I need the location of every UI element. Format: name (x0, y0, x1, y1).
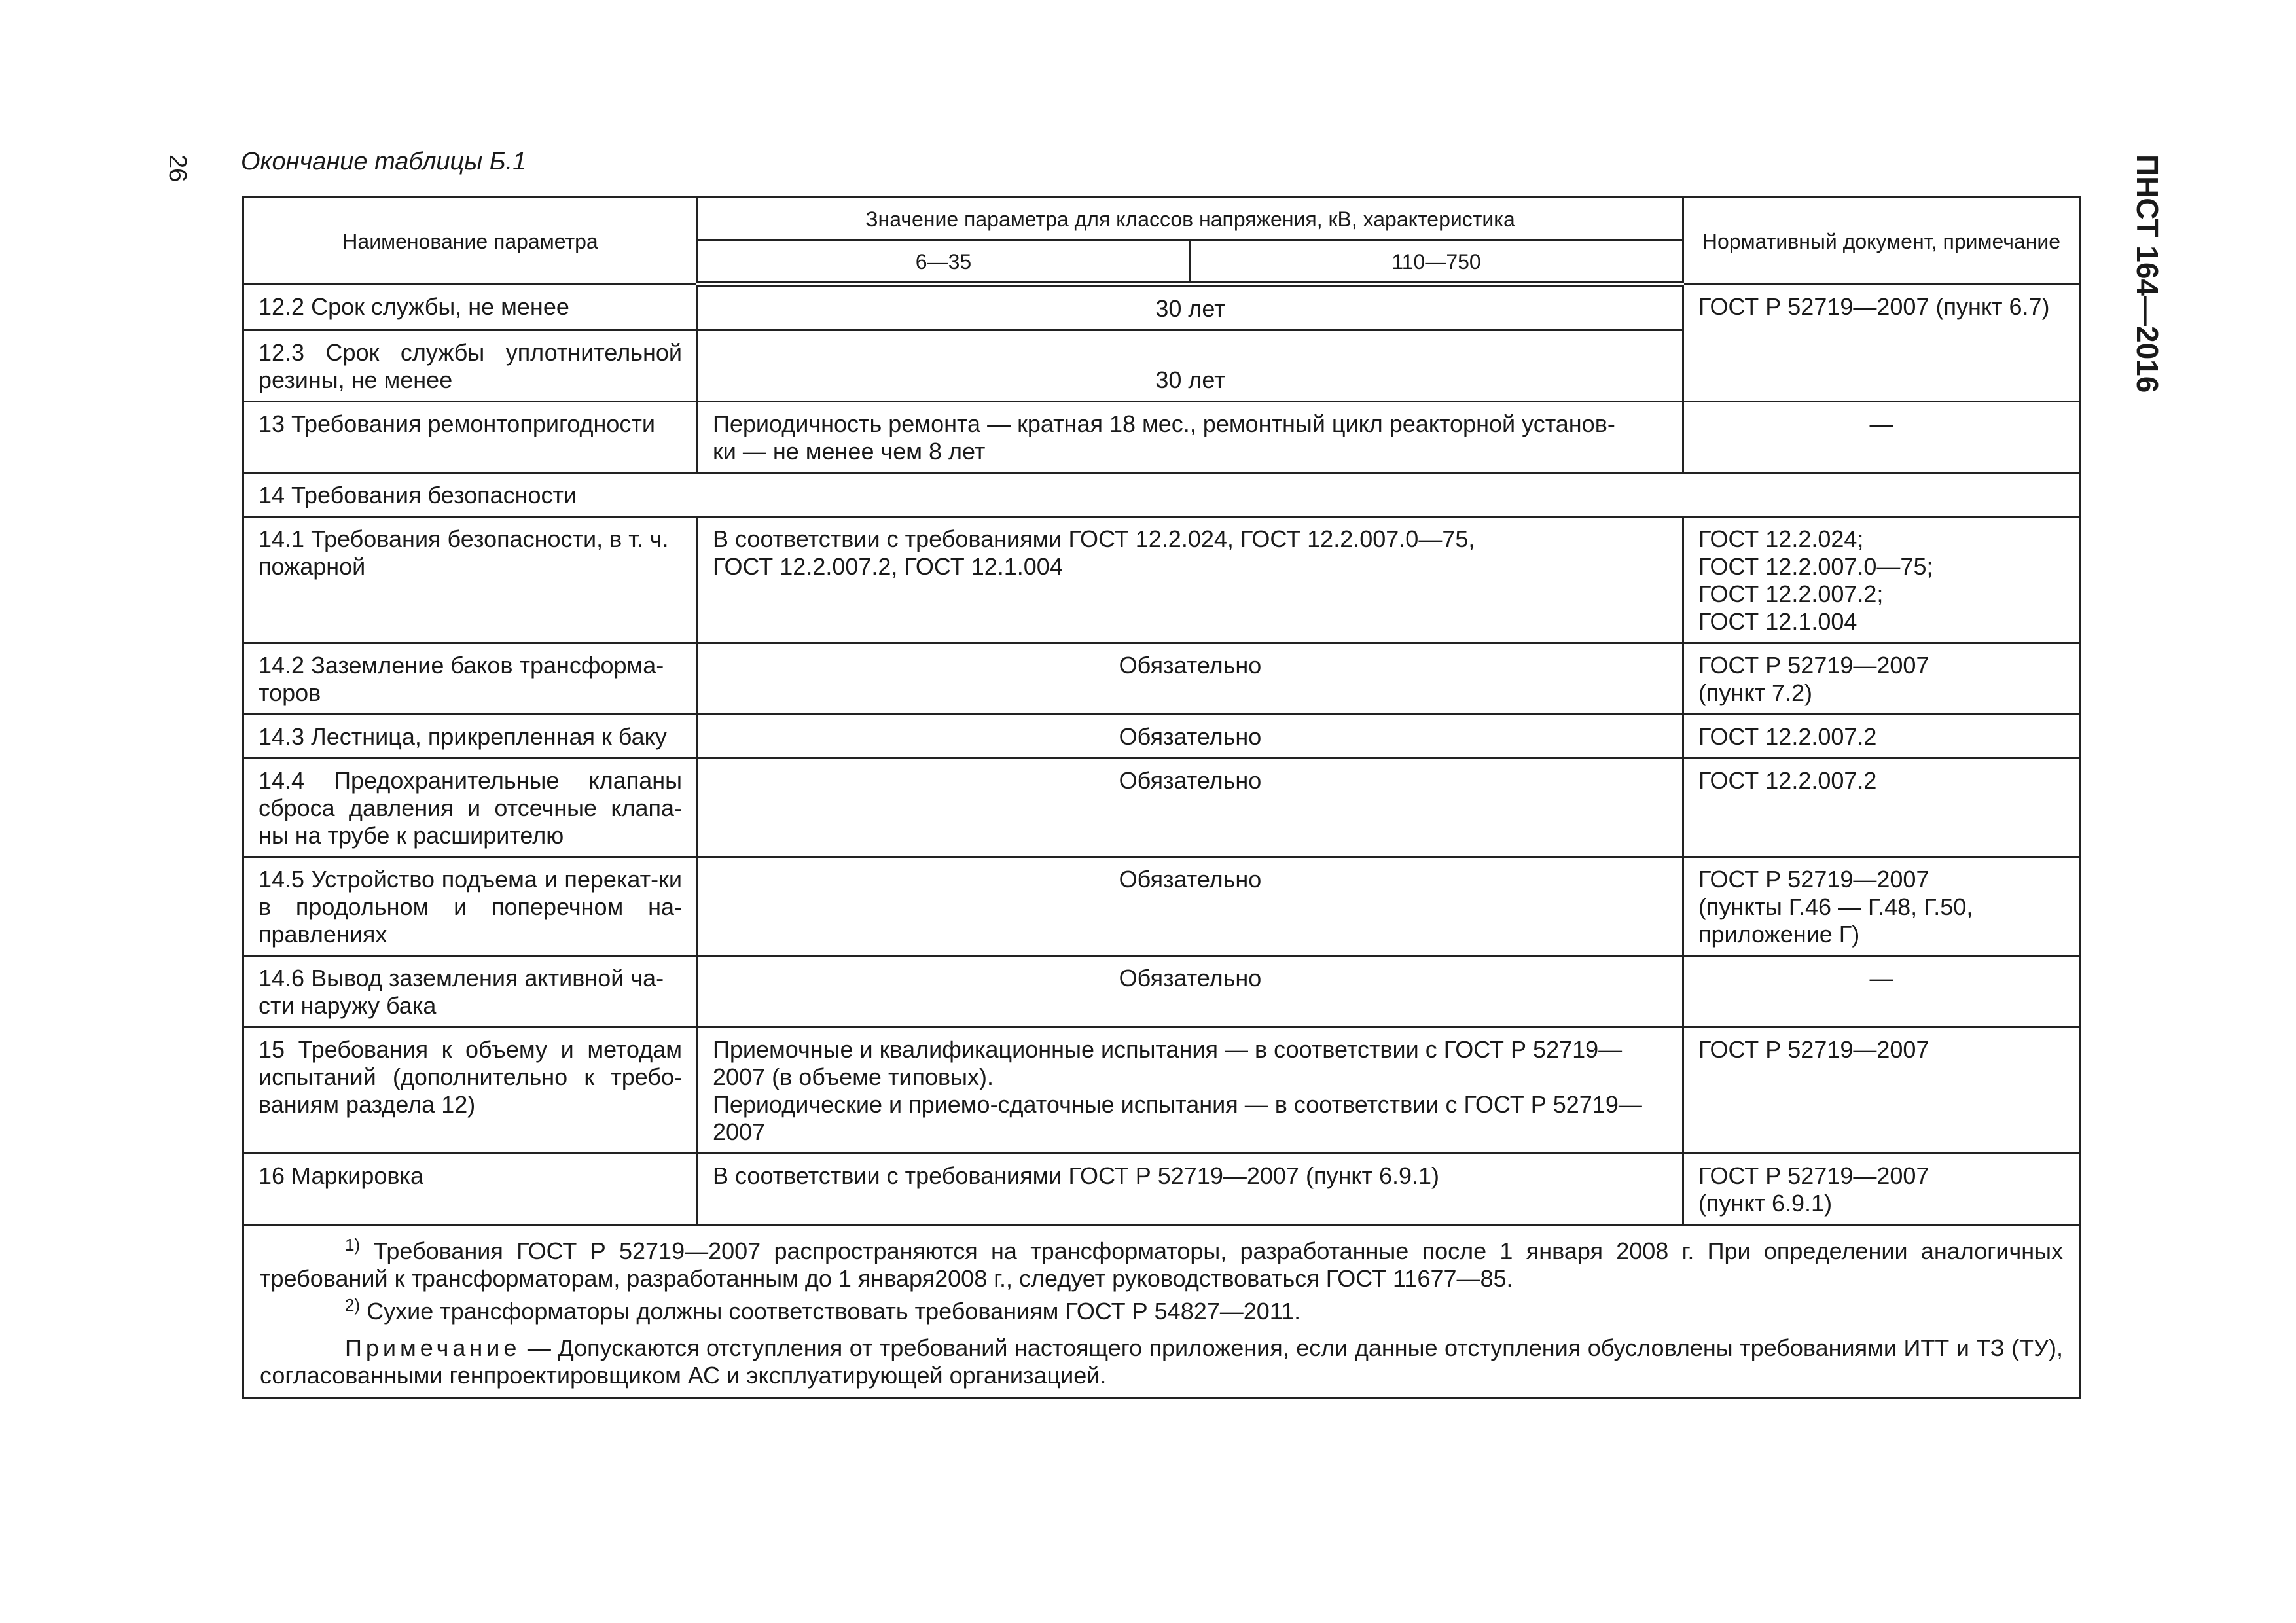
table-header-row (243, 198, 2080, 240)
table-note (260, 1334, 2063, 1389)
note-label: Примечание (345, 1334, 521, 1361)
param-value: Приемочные и квалификационные испытания — в соответствии с ГОСТ Р 52719— 2007 (в объеме типовых). Периодические и приемо-сдаточные испытания — в соответствии с ГОСТ Р 52719— 2007 (698, 1027, 1683, 1154)
param-doc: ГОСТ 12.2.007.2 (1683, 758, 2080, 857)
table-row (243, 402, 2080, 473)
param-name: 13 Требования ремонтопригодности (243, 402, 698, 473)
table-notes-row (243, 1225, 2080, 1399)
header-value-group: Значение параметра для классов напряжения, кВ, характеристика (698, 198, 1683, 240)
table-row (243, 517, 2080, 643)
param-value: В соответствии с требованиями ГОСТ Р 52719—2007 (пункт 6.9.1) (698, 1154, 1683, 1225)
table-row (243, 1027, 2080, 1154)
param-doc: ГОСТ Р 52719—2007 (пункт 7.2) (1683, 643, 2080, 715)
param-doc: — (1683, 402, 2080, 473)
param-name: 14.6 Вывод заземления активной ча-сти наружу бака (243, 956, 698, 1027)
parameters-table (242, 196, 2081, 1399)
param-doc: ГОСТ 12.2.024; ГОСТ 12.2.007.0—75; ГОСТ 12.2.007.2; ГОСТ 12.1.004 (1683, 517, 2080, 643)
param-doc: ГОСТ Р 52719—2007 (пункт 6.9.1) (1683, 1154, 2080, 1225)
param-name: 14.5 Устройство подъема и перекат-ки в продольном и поперечном на-правлениях (243, 857, 698, 956)
param-value: Периодичность ремонта — кратная 18 мес., ремонтный цикл реакторной установ- ки — не менее чем 8 лет (698, 402, 1683, 473)
param-doc: ГОСТ 12.2.007.2 (1683, 715, 2080, 758)
param-doc: ГОСТ Р 52719—2007 (пункты Г.46 — Г.48, Г.50, приложение Г) (1683, 857, 2080, 956)
param-name: 14.1 Требования безопасности, в т. ч. пожарной (243, 517, 698, 643)
header-doc: Нормативный документ, примечание (1683, 198, 2080, 285)
table-notes (243, 1225, 2080, 1399)
param-doc: — (1683, 956, 2080, 1027)
document-code: ПНСТ 164—2016 (2130, 154, 2164, 393)
header-class-2: 110—750 (1190, 240, 1683, 285)
table-row (243, 956, 2080, 1027)
param-value: 30 лет (698, 330, 1683, 402)
table-row (243, 473, 2080, 517)
table-row (243, 285, 2080, 330)
param-value: Обязательно (698, 758, 1683, 857)
param-name: 14.3 Лестница, прикрепленная к баку (243, 715, 698, 758)
footnote: $^{1)}$ Требования ГОСТ Р 52719—2007 распространяются на трансформаторы, разработанные после 1 января 2008 г. При определении аналогичных требований к трансформаторам, разработанным до 1 января2008 г., следует руководствоваться ГОСТ 11677—85. (260, 1235, 2063, 1292)
param-value: 30 лет (698, 285, 1683, 330)
param-name: 16 Маркировка (243, 1154, 698, 1225)
footnote: $^{2)}$ Сухие трансформаторы должны соответствовать требованиям ГОСТ Р 54827—2011. (345, 1295, 1301, 1325)
param-value: В соответствии с требованиями ГОСТ 12.2.024, ГОСТ 12.2.007.0—75, ГОСТ 12.2.007.2, ГОСТ 12.1.004 (698, 517, 1683, 643)
param-value: Обязательно (698, 643, 1683, 715)
header-class-1: 6—35 (698, 240, 1190, 285)
param-doc: ГОСТ Р 52719—2007 (1683, 1027, 2080, 1154)
table-row (243, 758, 2080, 857)
table-row (243, 643, 2080, 715)
param-value: Обязательно (698, 857, 1683, 956)
table-row (243, 715, 2080, 758)
table-row (243, 857, 2080, 956)
section-title: 14 Требования безопасности (243, 473, 2080, 517)
param-name: 14.4 Предохранительные клапаны сброса давления и отсечные клапа-ны на трубе к расширителю (243, 758, 698, 857)
note-text: — Допускаются отступления от требований настоящего приложения, если данные отступления обусловлены требованиями ИТТ и ТЗ (ТУ), согласованными генпроектировщиком АС и эксплуатирующей организацией. (260, 1334, 2063, 1389)
header-param: Наименование параметра (243, 198, 698, 285)
table-row (243, 1154, 2080, 1225)
table-caption: Окончание таблицы Б.1 (241, 148, 527, 175)
param-doc: ГОСТ Р 52719—2007 (пункт 6.7) (1683, 285, 2080, 402)
param-value: Обязательно (698, 715, 1683, 758)
param-name: 12.2 Срок службы, не менее (243, 285, 698, 330)
param-name: 15 Требования к объему и методам испытаний (дополнительно к требо-ваниям раздела 12) (243, 1027, 698, 1154)
param-value: Обязательно (698, 956, 1683, 1027)
param-name: 12.3 Срок службы уплотнительной резины, не менее (243, 330, 698, 402)
param-name: 14.2 Заземление баков трансформа-торов (243, 643, 698, 715)
page-number: 26 (164, 154, 191, 183)
